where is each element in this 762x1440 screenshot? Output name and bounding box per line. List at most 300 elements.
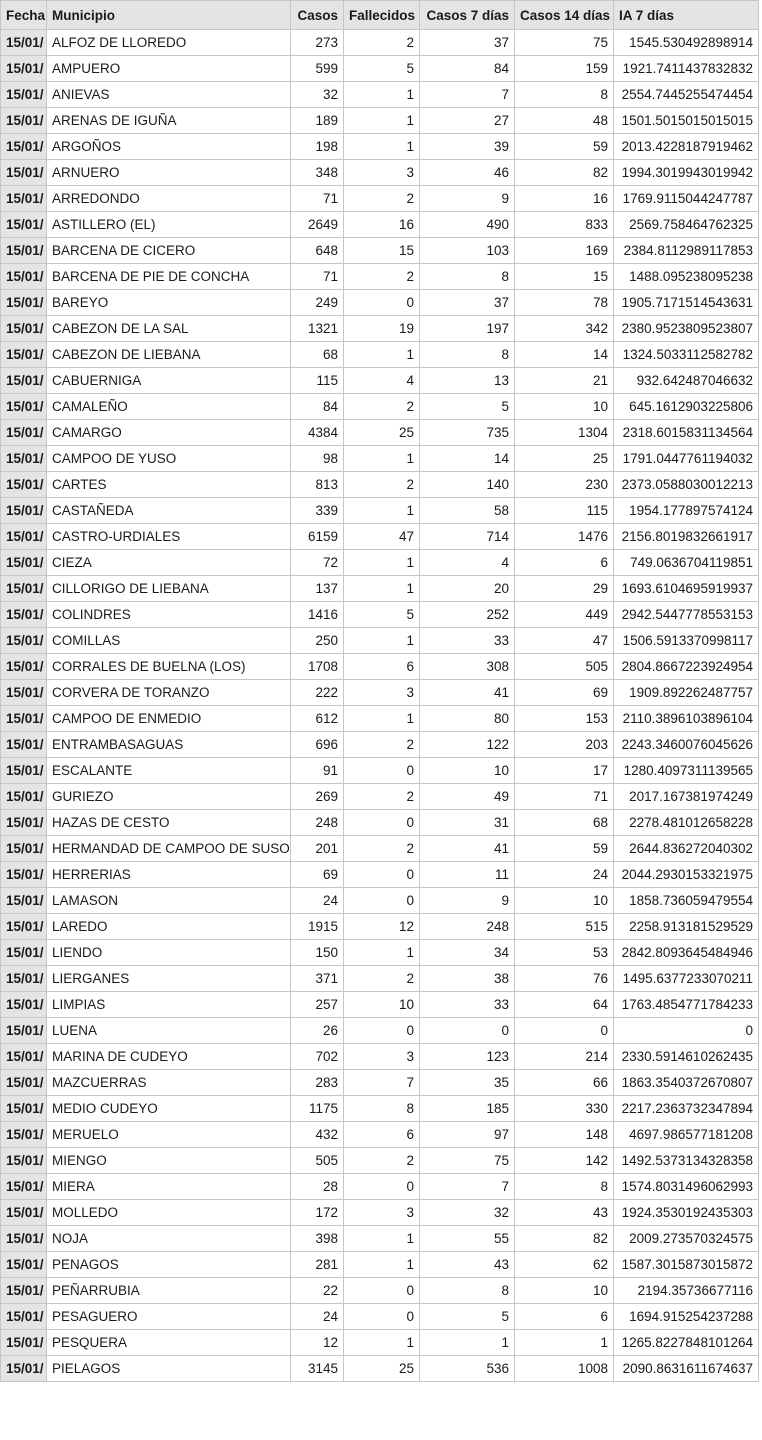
cell-casos-7-dias[interactable]: 37 [420, 290, 515, 316]
cell-casos[interactable]: 432 [291, 1122, 344, 1148]
cell-fecha[interactable]: 15/01/ [1, 524, 47, 550]
cell-fallecidos[interactable]: 1 [344, 576, 420, 602]
cell-ia-7-dias[interactable]: 1994.3019943019942 [614, 160, 759, 186]
cell-casos-7-dias[interactable]: 7 [420, 1174, 515, 1200]
cell-fecha[interactable]: 15/01/ [1, 368, 47, 394]
cell-casos-14-dias[interactable]: 62 [515, 1252, 614, 1278]
cell-fecha[interactable]: 15/01/ [1, 836, 47, 862]
cell-casos-7-dias[interactable]: 9 [420, 888, 515, 914]
cell-ia-7-dias[interactable]: 1587.3015873015872 [614, 1252, 759, 1278]
cell-fecha[interactable]: 15/01/ [1, 1070, 47, 1096]
cell-casos-7-dias[interactable]: 80 [420, 706, 515, 732]
table-row[interactable] [1, 992, 759, 1018]
cell-fallecidos[interactable]: 1 [344, 1226, 420, 1252]
table-row[interactable] [1, 498, 759, 524]
cell-fecha[interactable]: 15/01/ [1, 446, 47, 472]
cell-casos-14-dias[interactable]: 10 [515, 888, 614, 914]
cell-fecha[interactable]: 15/01/ [1, 56, 47, 82]
cell-municipio[interactable]: PESAGUERO [47, 1304, 291, 1330]
cell-casos-7-dias[interactable]: 8 [420, 1278, 515, 1304]
cell-municipio[interactable]: CABEZON DE LIEBANA [47, 342, 291, 368]
cell-fecha[interactable]: 15/01/ [1, 1226, 47, 1252]
cell-casos-7-dias[interactable]: 1 [420, 1330, 515, 1356]
cell-ia-7-dias[interactable]: 1858.736059479554 [614, 888, 759, 914]
cell-ia-7-dias[interactable]: 2942.5447778553153 [614, 602, 759, 628]
cell-casos-14-dias[interactable]: 71 [515, 784, 614, 810]
cell-casos[interactable]: 648 [291, 238, 344, 264]
cell-casos-14-dias[interactable]: 10 [515, 394, 614, 420]
cell-fallecidos[interactable]: 6 [344, 654, 420, 680]
cell-fallecidos[interactable]: 0 [344, 1278, 420, 1304]
cell-municipio[interactable]: BARCENA DE PIE DE CONCHA [47, 264, 291, 290]
cell-ia-7-dias[interactable]: 2804.8667223924954 [614, 654, 759, 680]
table-row[interactable] [1, 56, 759, 82]
cell-ia-7-dias[interactable]: 1545.530492898914 [614, 30, 759, 56]
cell-ia-7-dias[interactable]: 2278.481012658228 [614, 810, 759, 836]
cell-casos-14-dias[interactable]: 25 [515, 446, 614, 472]
table-row[interactable] [1, 290, 759, 316]
cell-casos[interactable]: 22 [291, 1278, 344, 1304]
cell-fecha[interactable]: 15/01/ [1, 212, 47, 238]
cell-casos[interactable]: 68 [291, 342, 344, 368]
cell-fallecidos[interactable]: 15 [344, 238, 420, 264]
cell-fecha[interactable]: 15/01/ [1, 82, 47, 108]
cell-ia-7-dias[interactable]: 1495.6377233070211 [614, 966, 759, 992]
cell-ia-7-dias[interactable]: 2644.836272040302 [614, 836, 759, 862]
cell-casos-14-dias[interactable]: 15 [515, 264, 614, 290]
cell-municipio[interactable]: PEÑARRUBIA [47, 1278, 291, 1304]
cell-ia-7-dias[interactable]: 2090.8631611674637 [614, 1356, 759, 1382]
column-header-casos[interactable]: Casos [291, 1, 344, 30]
cell-casos-14-dias[interactable]: 76 [515, 966, 614, 992]
cell-casos-14-dias[interactable]: 14 [515, 342, 614, 368]
cell-fecha[interactable]: 15/01/ [1, 966, 47, 992]
cell-municipio[interactable]: ANIEVAS [47, 82, 291, 108]
cell-casos-14-dias[interactable]: 29 [515, 576, 614, 602]
cell-municipio[interactable]: CILLORIGO DE LIEBANA [47, 576, 291, 602]
cell-municipio[interactable]: LAREDO [47, 914, 291, 940]
table-row[interactable] [1, 966, 759, 992]
cell-fallecidos[interactable]: 2 [344, 30, 420, 56]
cell-casos-14-dias[interactable]: 169 [515, 238, 614, 264]
cell-fallecidos[interactable]: 2 [344, 472, 420, 498]
table-row[interactable] [1, 134, 759, 160]
table-row[interactable] [1, 706, 759, 732]
table-row[interactable] [1, 1096, 759, 1122]
table-row[interactable] [1, 602, 759, 628]
cell-ia-7-dias[interactable]: 1791.0447761194032 [614, 446, 759, 472]
cell-casos[interactable]: 281 [291, 1252, 344, 1278]
table-row[interactable] [1, 160, 759, 186]
cell-ia-7-dias[interactable]: 2318.6015831134564 [614, 420, 759, 446]
cell-casos[interactable]: 28 [291, 1174, 344, 1200]
cell-fecha[interactable]: 15/01/ [1, 992, 47, 1018]
cell-casos[interactable]: 172 [291, 1200, 344, 1226]
cell-fecha[interactable]: 15/01/ [1, 1148, 47, 1174]
cell-casos-7-dias[interactable]: 122 [420, 732, 515, 758]
cell-ia-7-dias[interactable]: 2554.7445255474454 [614, 82, 759, 108]
cell-municipio[interactable]: CAMPOO DE ENMEDIO [47, 706, 291, 732]
cell-ia-7-dias[interactable]: 2384.8112989117853 [614, 238, 759, 264]
cell-municipio[interactable]: GURIEZO [47, 784, 291, 810]
cell-casos-14-dias[interactable]: 1 [515, 1330, 614, 1356]
cell-casos-14-dias[interactable]: 8 [515, 1174, 614, 1200]
cell-casos-14-dias[interactable]: 153 [515, 706, 614, 732]
cell-casos-7-dias[interactable]: 248 [420, 914, 515, 940]
table-row[interactable] [1, 1044, 759, 1070]
cell-fecha[interactable]: 15/01/ [1, 784, 47, 810]
table-row[interactable] [1, 82, 759, 108]
cell-fallecidos[interactable]: 3 [344, 1044, 420, 1070]
table-row[interactable] [1, 108, 759, 134]
cell-fallecidos[interactable]: 0 [344, 290, 420, 316]
cell-fallecidos[interactable]: 1 [344, 1252, 420, 1278]
cell-municipio[interactable]: MARINA DE CUDEYO [47, 1044, 291, 1070]
cell-municipio[interactable]: MIERA [47, 1174, 291, 1200]
cell-casos-7-dias[interactable]: 39 [420, 134, 515, 160]
cell-casos-14-dias[interactable]: 6 [515, 550, 614, 576]
cell-casos-7-dias[interactable]: 308 [420, 654, 515, 680]
cell-fecha[interactable]: 15/01/ [1, 680, 47, 706]
table-row[interactable] [1, 1252, 759, 1278]
table-row[interactable] [1, 550, 759, 576]
table-row[interactable] [1, 394, 759, 420]
cell-ia-7-dias[interactable]: 1694.915254237288 [614, 1304, 759, 1330]
cell-municipio[interactable]: ARREDONDO [47, 186, 291, 212]
cell-casos[interactable]: 696 [291, 732, 344, 758]
cell-municipio[interactable]: LIMPIAS [47, 992, 291, 1018]
cell-casos-14-dias[interactable]: 64 [515, 992, 614, 1018]
column-header-municipio[interactable]: Municipio [47, 1, 291, 30]
cell-municipio[interactable]: CIEZA [47, 550, 291, 576]
cell-casos[interactable]: 257 [291, 992, 344, 1018]
cell-casos-14-dias[interactable]: 53 [515, 940, 614, 966]
cell-fecha[interactable]: 15/01/ [1, 1096, 47, 1122]
cell-fallecidos[interactable]: 7 [344, 1070, 420, 1096]
cell-casos-14-dias[interactable]: 17 [515, 758, 614, 784]
cell-municipio[interactable]: MEDIO CUDEYO [47, 1096, 291, 1122]
cell-municipio[interactable]: CASTAÑEDA [47, 498, 291, 524]
cell-fallecidos[interactable]: 0 [344, 1174, 420, 1200]
cell-fallecidos[interactable]: 25 [344, 1356, 420, 1382]
cell-casos-7-dias[interactable]: 33 [420, 992, 515, 1018]
cell-casos-7-dias[interactable]: 185 [420, 1096, 515, 1122]
cell-fecha[interactable]: 15/01/ [1, 1200, 47, 1226]
cell-casos-7-dias[interactable]: 9 [420, 186, 515, 212]
cell-casos[interactable]: 26 [291, 1018, 344, 1044]
cell-fecha[interactable]: 15/01/ [1, 810, 47, 836]
cell-ia-7-dias[interactable]: 1905.7171514543631 [614, 290, 759, 316]
cell-fallecidos[interactable]: 3 [344, 1200, 420, 1226]
cell-casos-7-dias[interactable]: 75 [420, 1148, 515, 1174]
cell-fecha[interactable]: 15/01/ [1, 914, 47, 940]
cell-casos-14-dias[interactable]: 0 [515, 1018, 614, 1044]
table-row[interactable] [1, 1122, 759, 1148]
table-row[interactable] [1, 238, 759, 264]
cell-ia-7-dias[interactable]: 2009.273570324575 [614, 1226, 759, 1252]
cell-fecha[interactable]: 15/01/ [1, 1252, 47, 1278]
cell-casos[interactable]: 72 [291, 550, 344, 576]
cell-fecha[interactable]: 15/01/ [1, 316, 47, 342]
cell-casos-14-dias[interactable]: 75 [515, 30, 614, 56]
cell-casos-14-dias[interactable]: 6 [515, 1304, 614, 1330]
cell-municipio[interactable]: ESCALANTE [47, 758, 291, 784]
table-row[interactable] [1, 186, 759, 212]
cell-casos-14-dias[interactable]: 505 [515, 654, 614, 680]
cell-casos-7-dias[interactable]: 43 [420, 1252, 515, 1278]
cell-casos-14-dias[interactable]: 68 [515, 810, 614, 836]
cell-fallecidos[interactable]: 8 [344, 1096, 420, 1122]
cell-ia-7-dias[interactable]: 932.642487046632 [614, 368, 759, 394]
cell-casos-7-dias[interactable]: 103 [420, 238, 515, 264]
cell-casos[interactable]: 2649 [291, 212, 344, 238]
cell-municipio[interactable]: ARNUERO [47, 160, 291, 186]
cell-fecha[interactable]: 15/01/ [1, 290, 47, 316]
table-row[interactable] [1, 628, 759, 654]
cell-casos[interactable]: 71 [291, 186, 344, 212]
cell-casos-7-dias[interactable]: 34 [420, 940, 515, 966]
cell-casos[interactable]: 273 [291, 30, 344, 56]
cell-municipio[interactable]: CAMALEÑO [47, 394, 291, 420]
table-row[interactable] [1, 316, 759, 342]
cell-casos[interactable]: 283 [291, 1070, 344, 1096]
cell-ia-7-dias[interactable]: 1265.8227848101264 [614, 1330, 759, 1356]
cell-municipio[interactable]: MERUELO [47, 1122, 291, 1148]
cell-casos-7-dias[interactable]: 11 [420, 862, 515, 888]
cell-municipio[interactable]: ARENAS DE IGUÑA [47, 108, 291, 134]
cell-municipio[interactable]: HERMANDAD DE CAMPOO DE SUSO [47, 836, 291, 862]
cell-fallecidos[interactable]: 1 [344, 446, 420, 472]
cell-casos-14-dias[interactable]: 59 [515, 134, 614, 160]
cell-municipio[interactable]: PESQUERA [47, 1330, 291, 1356]
cell-casos[interactable]: 222 [291, 680, 344, 706]
table-row[interactable] [1, 342, 759, 368]
cell-casos[interactable]: 91 [291, 758, 344, 784]
cell-ia-7-dias[interactable]: 2217.2363732347894 [614, 1096, 759, 1122]
table-row[interactable] [1, 1330, 759, 1356]
cell-casos[interactable]: 4384 [291, 420, 344, 446]
cell-municipio[interactable]: NOJA [47, 1226, 291, 1252]
table-row[interactable] [1, 420, 759, 446]
cell-fallecidos[interactable]: 1 [344, 134, 420, 160]
cell-fecha[interactable]: 15/01/ [1, 550, 47, 576]
cell-casos-14-dias[interactable]: 8 [515, 82, 614, 108]
cell-casos-14-dias[interactable]: 203 [515, 732, 614, 758]
cell-casos-14-dias[interactable]: 342 [515, 316, 614, 342]
cell-municipio[interactable]: MAZCUERRAS [47, 1070, 291, 1096]
cell-municipio[interactable]: HERRERIAS [47, 862, 291, 888]
cell-fecha[interactable]: 15/01/ [1, 602, 47, 628]
cell-fallecidos[interactable]: 1 [344, 342, 420, 368]
cell-fecha[interactable]: 15/01/ [1, 238, 47, 264]
cell-municipio[interactable]: CABEZON DE LA SAL [47, 316, 291, 342]
cell-fallecidos[interactable]: 2 [344, 836, 420, 862]
cell-ia-7-dias[interactable]: 1488.095238095238 [614, 264, 759, 290]
cell-casos-7-dias[interactable]: 490 [420, 212, 515, 238]
cell-fallecidos[interactable]: 0 [344, 810, 420, 836]
cell-municipio[interactable]: BARCENA DE CICERO [47, 238, 291, 264]
cell-ia-7-dias[interactable]: 2373.0588030012213 [614, 472, 759, 498]
cell-ia-7-dias[interactable]: 2044.2930153321975 [614, 862, 759, 888]
cell-municipio[interactable]: CASTRO-URDIALES [47, 524, 291, 550]
cell-fallecidos[interactable]: 10 [344, 992, 420, 1018]
cell-casos-14-dias[interactable]: 1476 [515, 524, 614, 550]
cell-fallecidos[interactable]: 0 [344, 1304, 420, 1330]
cell-casos-14-dias[interactable]: 230 [515, 472, 614, 498]
cell-ia-7-dias[interactable]: 2194.35736677116 [614, 1278, 759, 1304]
cell-ia-7-dias[interactable]: 1863.3540372670807 [614, 1070, 759, 1096]
cell-casos[interactable]: 348 [291, 160, 344, 186]
cell-casos[interactable]: 32 [291, 82, 344, 108]
cell-casos-7-dias[interactable]: 140 [420, 472, 515, 498]
cell-fallecidos[interactable]: 47 [344, 524, 420, 550]
cell-fallecidos[interactable]: 1 [344, 82, 420, 108]
cell-casos[interactable]: 198 [291, 134, 344, 160]
cell-casos[interactable]: 371 [291, 966, 344, 992]
cell-casos-7-dias[interactable]: 38 [420, 966, 515, 992]
cell-casos-7-dias[interactable]: 27 [420, 108, 515, 134]
column-header-casos-7-dias[interactable]: Casos 7 días [420, 1, 515, 30]
cell-fecha[interactable]: 15/01/ [1, 758, 47, 784]
cell-municipio[interactable]: CAMPOO DE YUSO [47, 446, 291, 472]
cell-casos[interactable]: 1915 [291, 914, 344, 940]
cell-fecha[interactable]: 15/01/ [1, 160, 47, 186]
cell-casos-14-dias[interactable]: 66 [515, 1070, 614, 1096]
cell-fallecidos[interactable]: 0 [344, 862, 420, 888]
cell-municipio[interactable]: MIENGO [47, 1148, 291, 1174]
cell-ia-7-dias[interactable]: 1954.177897574124 [614, 498, 759, 524]
cell-fecha[interactable]: 15/01/ [1, 628, 47, 654]
cell-fecha[interactable]: 15/01/ [1, 394, 47, 420]
table-row[interactable] [1, 524, 759, 550]
cell-fallecidos[interactable]: 1 [344, 706, 420, 732]
cell-casos-7-dias[interactable]: 97 [420, 1122, 515, 1148]
cell-ia-7-dias[interactable]: 2380.9523809523807 [614, 316, 759, 342]
cell-casos[interactable]: 150 [291, 940, 344, 966]
cell-municipio[interactable]: HAZAS DE CESTO [47, 810, 291, 836]
cell-casos[interactable]: 189 [291, 108, 344, 134]
cell-fecha[interactable]: 15/01/ [1, 1174, 47, 1200]
cell-casos-7-dias[interactable]: 35 [420, 1070, 515, 1096]
cell-municipio[interactable]: CORRALES DE BUELNA (LOS) [47, 654, 291, 680]
column-header-fecha[interactable]: Fecha [1, 1, 47, 30]
cell-casos[interactable]: 1321 [291, 316, 344, 342]
cell-casos[interactable]: 248 [291, 810, 344, 836]
table-row[interactable] [1, 1356, 759, 1382]
cell-fallecidos[interactable]: 2 [344, 264, 420, 290]
cell-fallecidos[interactable]: 0 [344, 888, 420, 914]
cell-ia-7-dias[interactable]: 2017.167381974249 [614, 784, 759, 810]
cell-casos-7-dias[interactable]: 58 [420, 498, 515, 524]
cell-casos-7-dias[interactable]: 49 [420, 784, 515, 810]
cell-fallecidos[interactable]: 4 [344, 368, 420, 394]
cell-casos-7-dias[interactable]: 252 [420, 602, 515, 628]
cell-fallecidos[interactable]: 0 [344, 1018, 420, 1044]
cell-municipio[interactable]: CORVERA DE TORANZO [47, 680, 291, 706]
cell-fecha[interactable]: 15/01/ [1, 498, 47, 524]
cell-municipio[interactable]: ENTRAMBASAGUAS [47, 732, 291, 758]
cell-casos-7-dias[interactable]: 5 [420, 1304, 515, 1330]
table-row[interactable] [1, 680, 759, 706]
cell-ia-7-dias[interactable]: 645.1612903225806 [614, 394, 759, 420]
cell-casos-14-dias[interactable]: 515 [515, 914, 614, 940]
column-header-casos-14-dias[interactable]: Casos 14 días [515, 1, 614, 30]
cell-casos[interactable]: 69 [291, 862, 344, 888]
table-row[interactable] [1, 784, 759, 810]
cell-casos[interactable]: 702 [291, 1044, 344, 1070]
cell-fallecidos[interactable]: 3 [344, 680, 420, 706]
cell-ia-7-dias[interactable]: 2110.3896103896104 [614, 706, 759, 732]
cell-fecha[interactable]: 15/01/ [1, 706, 47, 732]
cell-casos[interactable]: 12 [291, 1330, 344, 1356]
cell-casos-7-dias[interactable]: 33 [420, 628, 515, 654]
table-row[interactable] [1, 940, 759, 966]
cell-fallecidos[interactable]: 2 [344, 784, 420, 810]
cell-casos[interactable]: 1708 [291, 654, 344, 680]
cell-fallecidos[interactable]: 16 [344, 212, 420, 238]
table-row[interactable] [1, 1200, 759, 1226]
cell-fecha[interactable]: 15/01/ [1, 654, 47, 680]
cell-casos-7-dias[interactable]: 31 [420, 810, 515, 836]
cell-ia-7-dias[interactable]: 1324.5033112582782 [614, 342, 759, 368]
cell-ia-7-dias[interactable]: 2569.758464762325 [614, 212, 759, 238]
cell-municipio[interactable]: LIENDO [47, 940, 291, 966]
cell-fallecidos[interactable]: 1 [344, 108, 420, 134]
table-row[interactable] [1, 914, 759, 940]
cell-municipio[interactable]: PENAGOS [47, 1252, 291, 1278]
cell-fallecidos[interactable]: 1 [344, 628, 420, 654]
cell-casos-7-dias[interactable]: 7 [420, 82, 515, 108]
cell-fecha[interactable]: 15/01/ [1, 1018, 47, 1044]
cell-casos-14-dias[interactable]: 47 [515, 628, 614, 654]
cell-municipio[interactable]: LUENA [47, 1018, 291, 1044]
cell-fecha[interactable]: 15/01/ [1, 1304, 47, 1330]
table-row[interactable] [1, 264, 759, 290]
cell-fallecidos[interactable]: 2 [344, 732, 420, 758]
cell-ia-7-dias[interactable]: 1506.5913370998117 [614, 628, 759, 654]
cell-casos-14-dias[interactable]: 82 [515, 1226, 614, 1252]
cell-fecha[interactable]: 15/01/ [1, 1278, 47, 1304]
table-row[interactable] [1, 810, 759, 836]
cell-fallecidos[interactable]: 1 [344, 498, 420, 524]
cell-casos-7-dias[interactable]: 46 [420, 160, 515, 186]
cell-fallecidos[interactable]: 5 [344, 602, 420, 628]
cell-ia-7-dias[interactable]: 0 [614, 1018, 759, 1044]
cell-fallecidos[interactable]: 25 [344, 420, 420, 446]
cell-casos-14-dias[interactable]: 1008 [515, 1356, 614, 1382]
table-row[interactable] [1, 1148, 759, 1174]
cell-ia-7-dias[interactable]: 4697.986577181208 [614, 1122, 759, 1148]
cell-casos-7-dias[interactable]: 197 [420, 316, 515, 342]
cell-casos[interactable]: 339 [291, 498, 344, 524]
cell-casos-14-dias[interactable]: 833 [515, 212, 614, 238]
cell-casos[interactable]: 137 [291, 576, 344, 602]
cell-fecha[interactable]: 15/01/ [1, 108, 47, 134]
cell-ia-7-dias[interactable]: 2258.913181529529 [614, 914, 759, 940]
cell-casos[interactable]: 398 [291, 1226, 344, 1252]
cell-casos-7-dias[interactable]: 13 [420, 368, 515, 394]
cell-casos[interactable]: 1416 [291, 602, 344, 628]
cell-fecha[interactable]: 15/01/ [1, 1122, 47, 1148]
cell-fecha[interactable]: 15/01/ [1, 940, 47, 966]
cell-casos[interactable]: 71 [291, 264, 344, 290]
cell-casos[interactable]: 1175 [291, 1096, 344, 1122]
table-row[interactable] [1, 1226, 759, 1252]
cell-ia-7-dias[interactable]: 2156.8019832661917 [614, 524, 759, 550]
cell-ia-7-dias[interactable]: 1693.6104695919937 [614, 576, 759, 602]
cell-fallecidos[interactable]: 12 [344, 914, 420, 940]
cell-municipio[interactable]: LAMASON [47, 888, 291, 914]
